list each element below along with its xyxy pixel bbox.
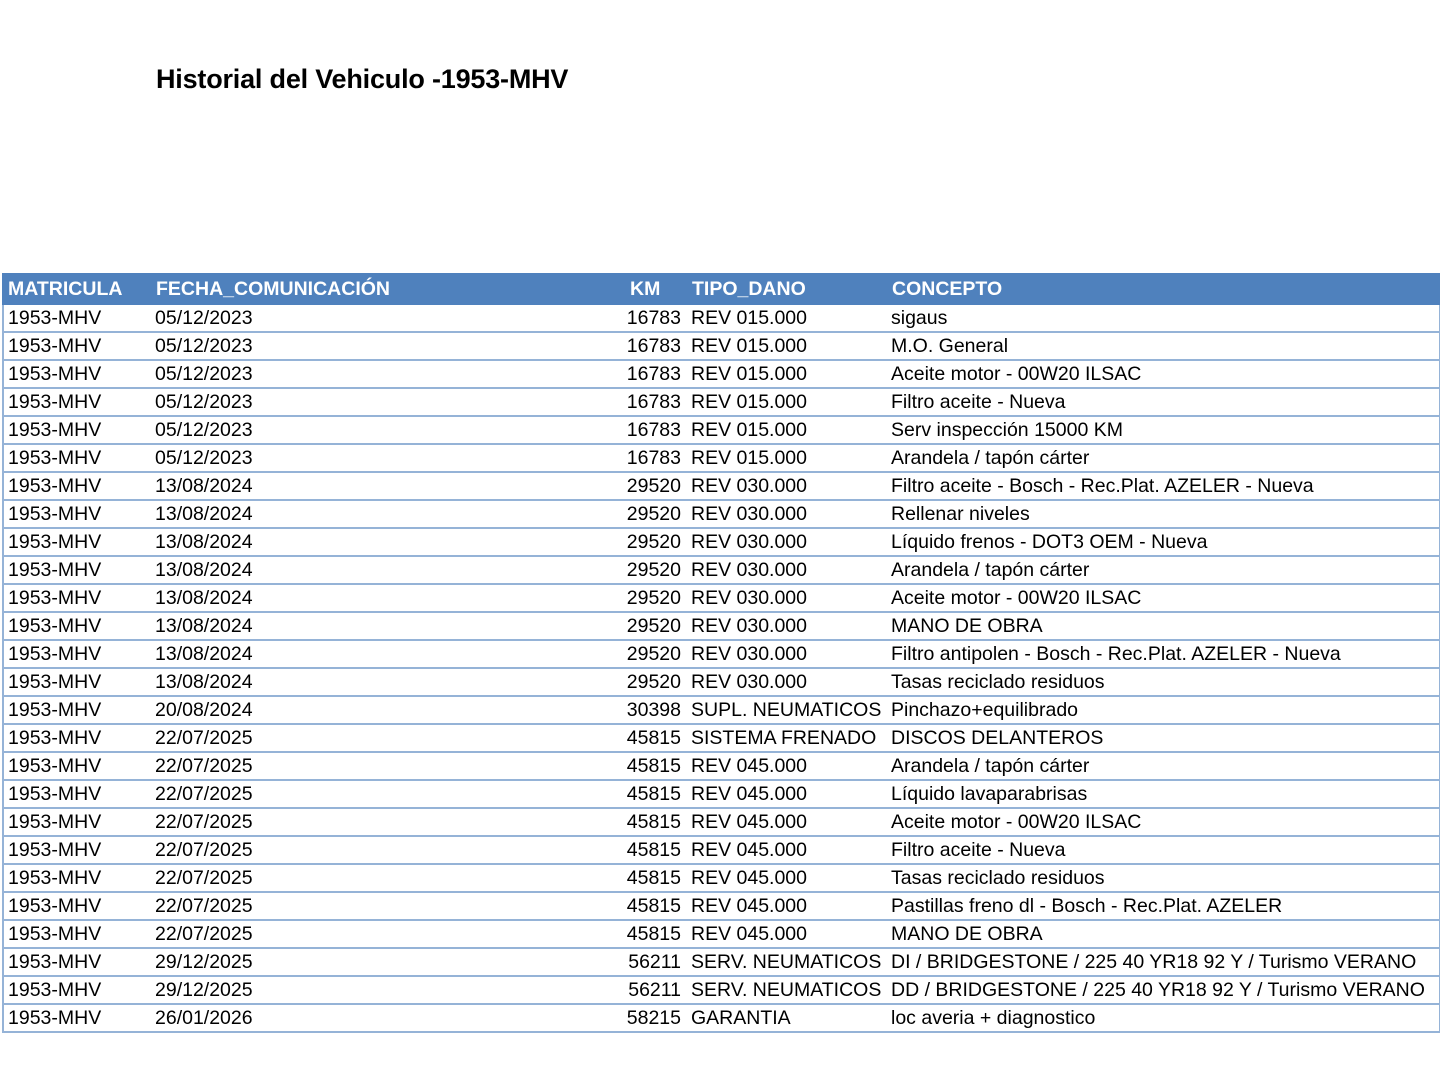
cell-fecha: 13/08/2024 bbox=[151, 500, 621, 528]
table-row bbox=[3, 612, 1440, 640]
cell-matricula: 1953-MHV bbox=[3, 472, 151, 500]
cell-matricula: 1953-MHV bbox=[3, 360, 151, 388]
cell-fecha: 05/12/2023 bbox=[151, 416, 621, 444]
cell-km: 16783 bbox=[621, 304, 687, 332]
cell-tipo-dano: SISTEMA FRENADO bbox=[687, 724, 887, 752]
cell-matricula: 1953-MHV bbox=[3, 696, 151, 724]
header-km: KM bbox=[621, 274, 687, 304]
table-row bbox=[3, 780, 1440, 808]
table-row bbox=[3, 556, 1440, 584]
cell-km: 29520 bbox=[621, 668, 687, 696]
cell-km: 29520 bbox=[621, 584, 687, 612]
cell-concepto: DISCOS DELANTEROS bbox=[887, 724, 1440, 752]
cell-matricula: 1953-MHV bbox=[3, 1004, 151, 1032]
cell-tipo-dano: GARANTIA bbox=[687, 1004, 887, 1032]
table-row bbox=[3, 640, 1440, 668]
cell-km: 16783 bbox=[621, 444, 687, 472]
cell-km: 16783 bbox=[621, 360, 687, 388]
cell-concepto: Líquido frenos - DOT3 OEM - Nueva bbox=[887, 528, 1440, 556]
cell-fecha: 29/12/2025 bbox=[151, 976, 621, 1004]
table-row bbox=[3, 836, 1440, 864]
cell-concepto: Filtro aceite - Nueva bbox=[887, 388, 1440, 416]
table-row bbox=[3, 528, 1440, 556]
vehicle-history-table bbox=[2, 273, 1440, 1033]
page-title: Historial del Vehiculo -1953-MHV bbox=[156, 64, 569, 94]
table-row bbox=[3, 584, 1440, 612]
cell-concepto: DI / BRIDGESTONE / 225 40 YR18 92 Y / Turismo VERANO bbox=[887, 948, 1440, 976]
cell-concepto: Pinchazo+equilibrado bbox=[887, 696, 1440, 724]
cell-km: 45815 bbox=[621, 808, 687, 836]
cell-concepto: Arandela / tapón cárter bbox=[887, 556, 1440, 584]
cell-km: 45815 bbox=[621, 724, 687, 752]
cell-fecha: 13/08/2024 bbox=[151, 612, 621, 640]
table-row bbox=[3, 304, 1440, 332]
cell-tipo-dano: REV 045.000 bbox=[687, 780, 887, 808]
cell-concepto: sigaus bbox=[887, 304, 1440, 332]
cell-concepto: DD / BRIDGESTONE / 225 40 YR18 92 Y / Turismo VERANO bbox=[887, 976, 1440, 1004]
cell-matricula: 1953-MHV bbox=[3, 780, 151, 808]
table-row bbox=[3, 920, 1440, 948]
table-row bbox=[3, 724, 1440, 752]
cell-km: 45815 bbox=[621, 920, 687, 948]
cell-fecha: 13/08/2024 bbox=[151, 472, 621, 500]
table-row bbox=[3, 976, 1440, 1004]
cell-matricula: 1953-MHV bbox=[3, 920, 151, 948]
cell-fecha: 22/07/2025 bbox=[151, 892, 621, 920]
cell-fecha: 13/08/2024 bbox=[151, 584, 621, 612]
cell-tipo-dano: SERV. NEUMATICOS bbox=[687, 948, 887, 976]
cell-fecha: 05/12/2023 bbox=[151, 360, 621, 388]
cell-concepto: Serv inspección 15000 KM bbox=[887, 416, 1440, 444]
cell-matricula: 1953-MHV bbox=[3, 864, 151, 892]
cell-matricula: 1953-MHV bbox=[3, 752, 151, 780]
table-row bbox=[3, 948, 1440, 976]
table-row bbox=[3, 752, 1440, 780]
header-fecha-comunicacion: FECHA_COMUNICACIÓN bbox=[151, 274, 621, 304]
table-row bbox=[3, 864, 1440, 892]
cell-km: 29520 bbox=[621, 528, 687, 556]
cell-matricula: 1953-MHV bbox=[3, 556, 151, 584]
cell-tipo-dano: REV 045.000 bbox=[687, 836, 887, 864]
table-row bbox=[3, 360, 1440, 388]
cell-tipo-dano: REV 030.000 bbox=[687, 556, 887, 584]
cell-km: 45815 bbox=[621, 892, 687, 920]
cell-tipo-dano: REV 015.000 bbox=[687, 304, 887, 332]
header-concepto: CONCEPTO bbox=[887, 274, 1440, 304]
cell-concepto: Aceite motor - 00W20 ILSAC bbox=[887, 808, 1440, 836]
cell-tipo-dano: REV 045.000 bbox=[687, 808, 887, 836]
cell-concepto: Pastillas freno dl - Bosch - Rec.Plat. AZELER bbox=[887, 892, 1440, 920]
cell-tipo-dano: REV 030.000 bbox=[687, 472, 887, 500]
cell-concepto: M.O. General bbox=[887, 332, 1440, 360]
cell-matricula: 1953-MHV bbox=[3, 724, 151, 752]
cell-matricula: 1953-MHV bbox=[3, 640, 151, 668]
table-row bbox=[3, 668, 1440, 696]
table-body bbox=[3, 304, 1440, 1032]
cell-matricula: 1953-MHV bbox=[3, 612, 151, 640]
cell-km: 16783 bbox=[621, 332, 687, 360]
cell-fecha: 22/07/2025 bbox=[151, 724, 621, 752]
cell-km: 56211 bbox=[621, 948, 687, 976]
cell-km: 16783 bbox=[621, 416, 687, 444]
table-row bbox=[3, 696, 1440, 724]
cell-matricula: 1953-MHV bbox=[3, 416, 151, 444]
cell-fecha: 05/12/2023 bbox=[151, 388, 621, 416]
cell-km: 45815 bbox=[621, 780, 687, 808]
header-row bbox=[3, 274, 1440, 304]
cell-km: 45815 bbox=[621, 752, 687, 780]
cell-matricula: 1953-MHV bbox=[3, 836, 151, 864]
cell-km: 45815 bbox=[621, 864, 687, 892]
table-row bbox=[3, 500, 1440, 528]
cell-matricula: 1953-MHV bbox=[3, 584, 151, 612]
cell-matricula: 1953-MHV bbox=[3, 388, 151, 416]
cell-concepto: Filtro aceite - Bosch - Rec.Plat. AZELER - Nueva bbox=[887, 472, 1440, 500]
cell-tipo-dano: REV 045.000 bbox=[687, 892, 887, 920]
cell-tipo-dano: SUPL. NEUMATICOS bbox=[687, 696, 887, 724]
cell-concepto: Tasas reciclado residuos bbox=[887, 864, 1440, 892]
cell-matricula: 1953-MHV bbox=[3, 528, 151, 556]
cell-concepto: Filtro antipolen - Bosch - Rec.Plat. AZELER - Nueva bbox=[887, 640, 1440, 668]
cell-fecha: 22/07/2025 bbox=[151, 780, 621, 808]
cell-km: 45815 bbox=[621, 836, 687, 864]
cell-km: 29520 bbox=[621, 500, 687, 528]
cell-concepto: Líquido lavaparabrisas bbox=[887, 780, 1440, 808]
cell-fecha: 20/08/2024 bbox=[151, 696, 621, 724]
cell-tipo-dano: REV 015.000 bbox=[687, 416, 887, 444]
cell-fecha: 13/08/2024 bbox=[151, 528, 621, 556]
cell-concepto: Arandela / tapón cárter bbox=[887, 752, 1440, 780]
cell-fecha: 05/12/2023 bbox=[151, 304, 621, 332]
header-tipo-dano: TIPO_DANO bbox=[687, 274, 887, 304]
cell-tipo-dano: REV 015.000 bbox=[687, 332, 887, 360]
cell-fecha: 22/07/2025 bbox=[151, 808, 621, 836]
cell-tipo-dano: REV 015.000 bbox=[687, 388, 887, 416]
cell-tipo-dano: REV 030.000 bbox=[687, 640, 887, 668]
cell-tipo-dano: REV 045.000 bbox=[687, 920, 887, 948]
cell-matricula: 1953-MHV bbox=[3, 500, 151, 528]
cell-fecha: 05/12/2023 bbox=[151, 332, 621, 360]
cell-concepto: Arandela / tapón cárter bbox=[887, 444, 1440, 472]
cell-fecha: 05/12/2023 bbox=[151, 444, 621, 472]
cell-km: 30398 bbox=[621, 696, 687, 724]
cell-fecha: 22/07/2025 bbox=[151, 752, 621, 780]
cell-tipo-dano: REV 030.000 bbox=[687, 528, 887, 556]
cell-concepto: loc averia + diagnostico bbox=[887, 1004, 1440, 1032]
table-row bbox=[3, 892, 1440, 920]
cell-tipo-dano: REV 045.000 bbox=[687, 864, 887, 892]
cell-fecha: 13/08/2024 bbox=[151, 556, 621, 584]
cell-concepto: MANO DE OBRA bbox=[887, 612, 1440, 640]
cell-concepto: Aceite motor - 00W20 ILSAC bbox=[887, 360, 1440, 388]
table-row bbox=[3, 332, 1440, 360]
cell-km: 58215 bbox=[621, 1004, 687, 1032]
cell-km: 56211 bbox=[621, 976, 687, 1004]
cell-matricula: 1953-MHV bbox=[3, 892, 151, 920]
cell-km: 29520 bbox=[621, 556, 687, 584]
table-row bbox=[3, 416, 1440, 444]
cell-tipo-dano: REV 030.000 bbox=[687, 612, 887, 640]
table-row bbox=[3, 444, 1440, 472]
cell-km: 29520 bbox=[621, 640, 687, 668]
cell-concepto: Tasas reciclado residuos bbox=[887, 668, 1440, 696]
cell-tipo-dano: REV 030.000 bbox=[687, 584, 887, 612]
cell-matricula: 1953-MHV bbox=[3, 808, 151, 836]
header-matricula: MATRICULA bbox=[3, 274, 151, 304]
cell-matricula: 1953-MHV bbox=[3, 976, 151, 1004]
cell-tipo-dano: REV 015.000 bbox=[687, 444, 887, 472]
cell-concepto: Filtro aceite - Nueva bbox=[887, 836, 1440, 864]
cell-matricula: 1953-MHV bbox=[3, 668, 151, 696]
cell-tipo-dano: SERV. NEUMATICOS bbox=[687, 976, 887, 1004]
cell-concepto: MANO DE OBRA bbox=[887, 920, 1440, 948]
cell-km: 29520 bbox=[621, 612, 687, 640]
cell-matricula: 1953-MHV bbox=[3, 444, 151, 472]
table-header bbox=[3, 274, 1440, 304]
cell-km: 16783 bbox=[621, 388, 687, 416]
cell-fecha: 26/01/2026 bbox=[151, 1004, 621, 1032]
cell-matricula: 1953-MHV bbox=[3, 948, 151, 976]
table-row bbox=[3, 1004, 1440, 1032]
cell-fecha: 29/12/2025 bbox=[151, 948, 621, 976]
cell-tipo-dano: REV 015.000 bbox=[687, 360, 887, 388]
cell-fecha: 13/08/2024 bbox=[151, 640, 621, 668]
cell-concepto: Rellenar niveles bbox=[887, 500, 1440, 528]
cell-fecha: 22/07/2025 bbox=[151, 864, 621, 892]
table-row bbox=[3, 808, 1440, 836]
cell-fecha: 22/07/2025 bbox=[151, 836, 621, 864]
cell-km: 29520 bbox=[621, 472, 687, 500]
cell-fecha: 13/08/2024 bbox=[151, 668, 621, 696]
table-row bbox=[3, 472, 1440, 500]
cell-tipo-dano: REV 030.000 bbox=[687, 668, 887, 696]
cell-tipo-dano: REV 030.000 bbox=[687, 500, 887, 528]
cell-matricula: 1953-MHV bbox=[3, 304, 151, 332]
table-row bbox=[3, 388, 1440, 416]
cell-concepto: Aceite motor - 00W20 ILSAC bbox=[887, 584, 1440, 612]
cell-matricula: 1953-MHV bbox=[3, 332, 151, 360]
cell-tipo-dano: REV 045.000 bbox=[687, 752, 887, 780]
cell-fecha: 22/07/2025 bbox=[151, 920, 621, 948]
